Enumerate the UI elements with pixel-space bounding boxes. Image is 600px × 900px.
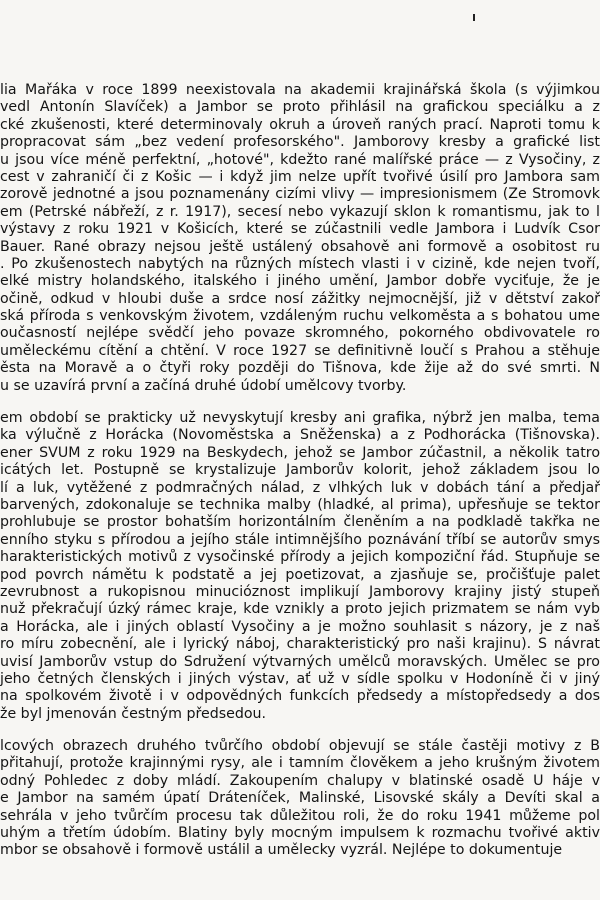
text-line: lcových obrazech druhého tvůrčího období objevují se stále častěji motivy z B	[0, 738, 600, 755]
text-line: em období se prakticky už nevyskytují kresby ani grafika, nýbrž jen malba, tema	[0, 410, 600, 427]
text-line: jeho četných členských i jiných výstav, ať už v sídle spolku v Hodoníně či v jiný	[0, 670, 600, 687]
text-line: uhým a třetím údobím. Blatiny byly mocným impulsem k rozmachu tvořivé aktiv	[0, 825, 600, 842]
text-line: uvisí Jamborův vstup do Sdružení výtvarných umělců moravských. Umělec se pro	[0, 653, 600, 670]
text-line: zorově jednotné a jsou poznamenány cizími vlivy — impresionismem (Ze Stromovk	[0, 186, 600, 203]
text-line: ener SVUM z roku 1929 na Beskydech, jehož se Jambor zúčastnil, a několik tatro	[0, 444, 600, 461]
text-line: elké mistry holandského, italského i jiného umění, Jambor dobře vyciťuje, že je	[0, 273, 600, 290]
text-line: ro míru zobecnění, ale i lyrický náboj, charakteristický pro naši krajinu). S návrat	[0, 636, 600, 653]
text-line: em (Petrské nábřeží, z r. 1917), secesí nebo vykazují sklon k romantismu, jak to l	[0, 203, 600, 220]
paragraph	[0, 738, 600, 860]
text-line: přitahují, protože krajinnými rysy, ale i tamním člověkem a jeho krušným životem	[0, 755, 600, 772]
text-line: mbor se obsahově i formově ustálil a umělecky vyzrál. Nejlépe to dokumentuje	[0, 842, 563, 859]
text-line: u jsou více méně perfektní, „hotové", kdežto rané malířské práce — z Vysočiny, z	[0, 151, 600, 168]
text-line: uměleckému cítění a chtění. V roce 1927 se definitivně loučí s Prahou a stěhuje	[0, 342, 600, 359]
text-line: ka výlučně z Horácka (Novoměstska a Sněženska) a z Podhorácka (Tišnovska).	[0, 427, 600, 444]
text-line: Bauer. Rané obrazy nejsou ještě ustálený obsahově ani formově a osobitost ru	[0, 238, 600, 255]
paragraph	[0, 82, 600, 395]
text-line: nuž překračují úzký rámec kraje, kde vznikly a proto jejich prizmatem se nám vyb	[0, 601, 600, 618]
text-line: odný Pohledec z doby mládí. Zakoupením chalupy v blatinské osadě U háje v	[0, 772, 600, 789]
text-line: oučasností nejlépe svědčí jeho povaze skromného, pokorného obdivovatele ro	[0, 325, 600, 342]
text-line: barvených, zdokonaluje se technika malby (hladké, al prima), upřesňuje se tektor	[0, 496, 600, 513]
text-line: propracovat sám „bez vedení profesorského". Jamborovy kresby a grafické list	[0, 134, 600, 151]
text-line: lia Mařáka v roce 1899 neexistovala na akademii krajinářská škola (s výjimkou	[0, 82, 600, 98]
text-line: vedl Antonín Slavíček) a Jambor se proto přihlásil na grafickou speciálku a z	[0, 99, 600, 116]
text-line: ská příroda s venkovským životem, vzdáleným ruchu velkoměsta a s bohatou ume	[0, 308, 600, 325]
text-line: lí a luk, vytěžené z podmračných nálad, z vlhkých luk v dobách tání a předjař	[0, 479, 600, 496]
text-body	[0, 82, 600, 875]
text-line: e Jambor na samém úpatí Dráteníček, Malinské, Lisovské skály a Devíti skal a	[0, 790, 600, 807]
text-line: na spolkovém životě i v odpovědných funkcích předsedy a místopředsedy a dos	[0, 688, 600, 705]
text-line: enního styku s přírodou a jejího stále intimnějšího poznávání tříbí se autorův smys	[0, 531, 600, 548]
text-line: cest v zahraničí či z Košic — i když jim nelze upřít tvořivé úsilí pro Jambora sam	[0, 168, 600, 185]
text-line: sehrála v jeho tvůrčím procesu tak důležitou roli, že do roku 1941 můžeme pol	[0, 807, 600, 824]
paragraph	[0, 410, 600, 723]
text-line: . Po zkušenostech nabytých na různých místech vlasti i v cizině, kde nejen tvoří,	[0, 255, 600, 272]
text-line: že byl jmenován čestným předsedou.	[0, 705, 267, 722]
text-line: očině, odkud v hloubi duše a srdce nosí zážitky nejmocnější, již v dětství zakoř	[0, 290, 600, 307]
text-line: harakteristických motivů z vysočinské přírody a jejich kompoziční řád. Stupňuje se	[0, 549, 600, 566]
page-corner-mark	[473, 14, 475, 21]
text-line: zevrubnost a rukopisnou minucióznost implikují Jamborovy krajiny jistý stupeň	[0, 583, 600, 600]
text-line: icátých let. Postupně se krystalizuje Jamborův kolorit, jehož základem jsou lo	[0, 462, 600, 479]
text-line: a Horácka, ale i jiných oblastí Vysočiny a je možno souhlasit s názory, je z naš	[0, 618, 600, 635]
text-line: výstavy z roku 1921 v Košicích, které se zúčastnili vedle Jambora i Ludvík Csor	[0, 221, 600, 238]
text-line: pod povrch námětu k podstatě a jej poetizovat, a zjasňuje se, pročišťuje palet	[0, 566, 600, 583]
text-line: ěsta na Moravě a o čtyři roky později do Tišnova, kde žije až do své smrti. N	[0, 360, 600, 377]
text-line: u se uzavírá první a začíná druhé údobí umělcovy tvorby.	[0, 377, 407, 394]
text-line: cké zkušenosti, které determinovaly okruh a úroveň raných prací. Naproti tomu k	[0, 116, 600, 133]
text-line: prohlubuje se prostor bohatším horizontálním členěním a na podkladě takřka ne	[0, 514, 600, 531]
